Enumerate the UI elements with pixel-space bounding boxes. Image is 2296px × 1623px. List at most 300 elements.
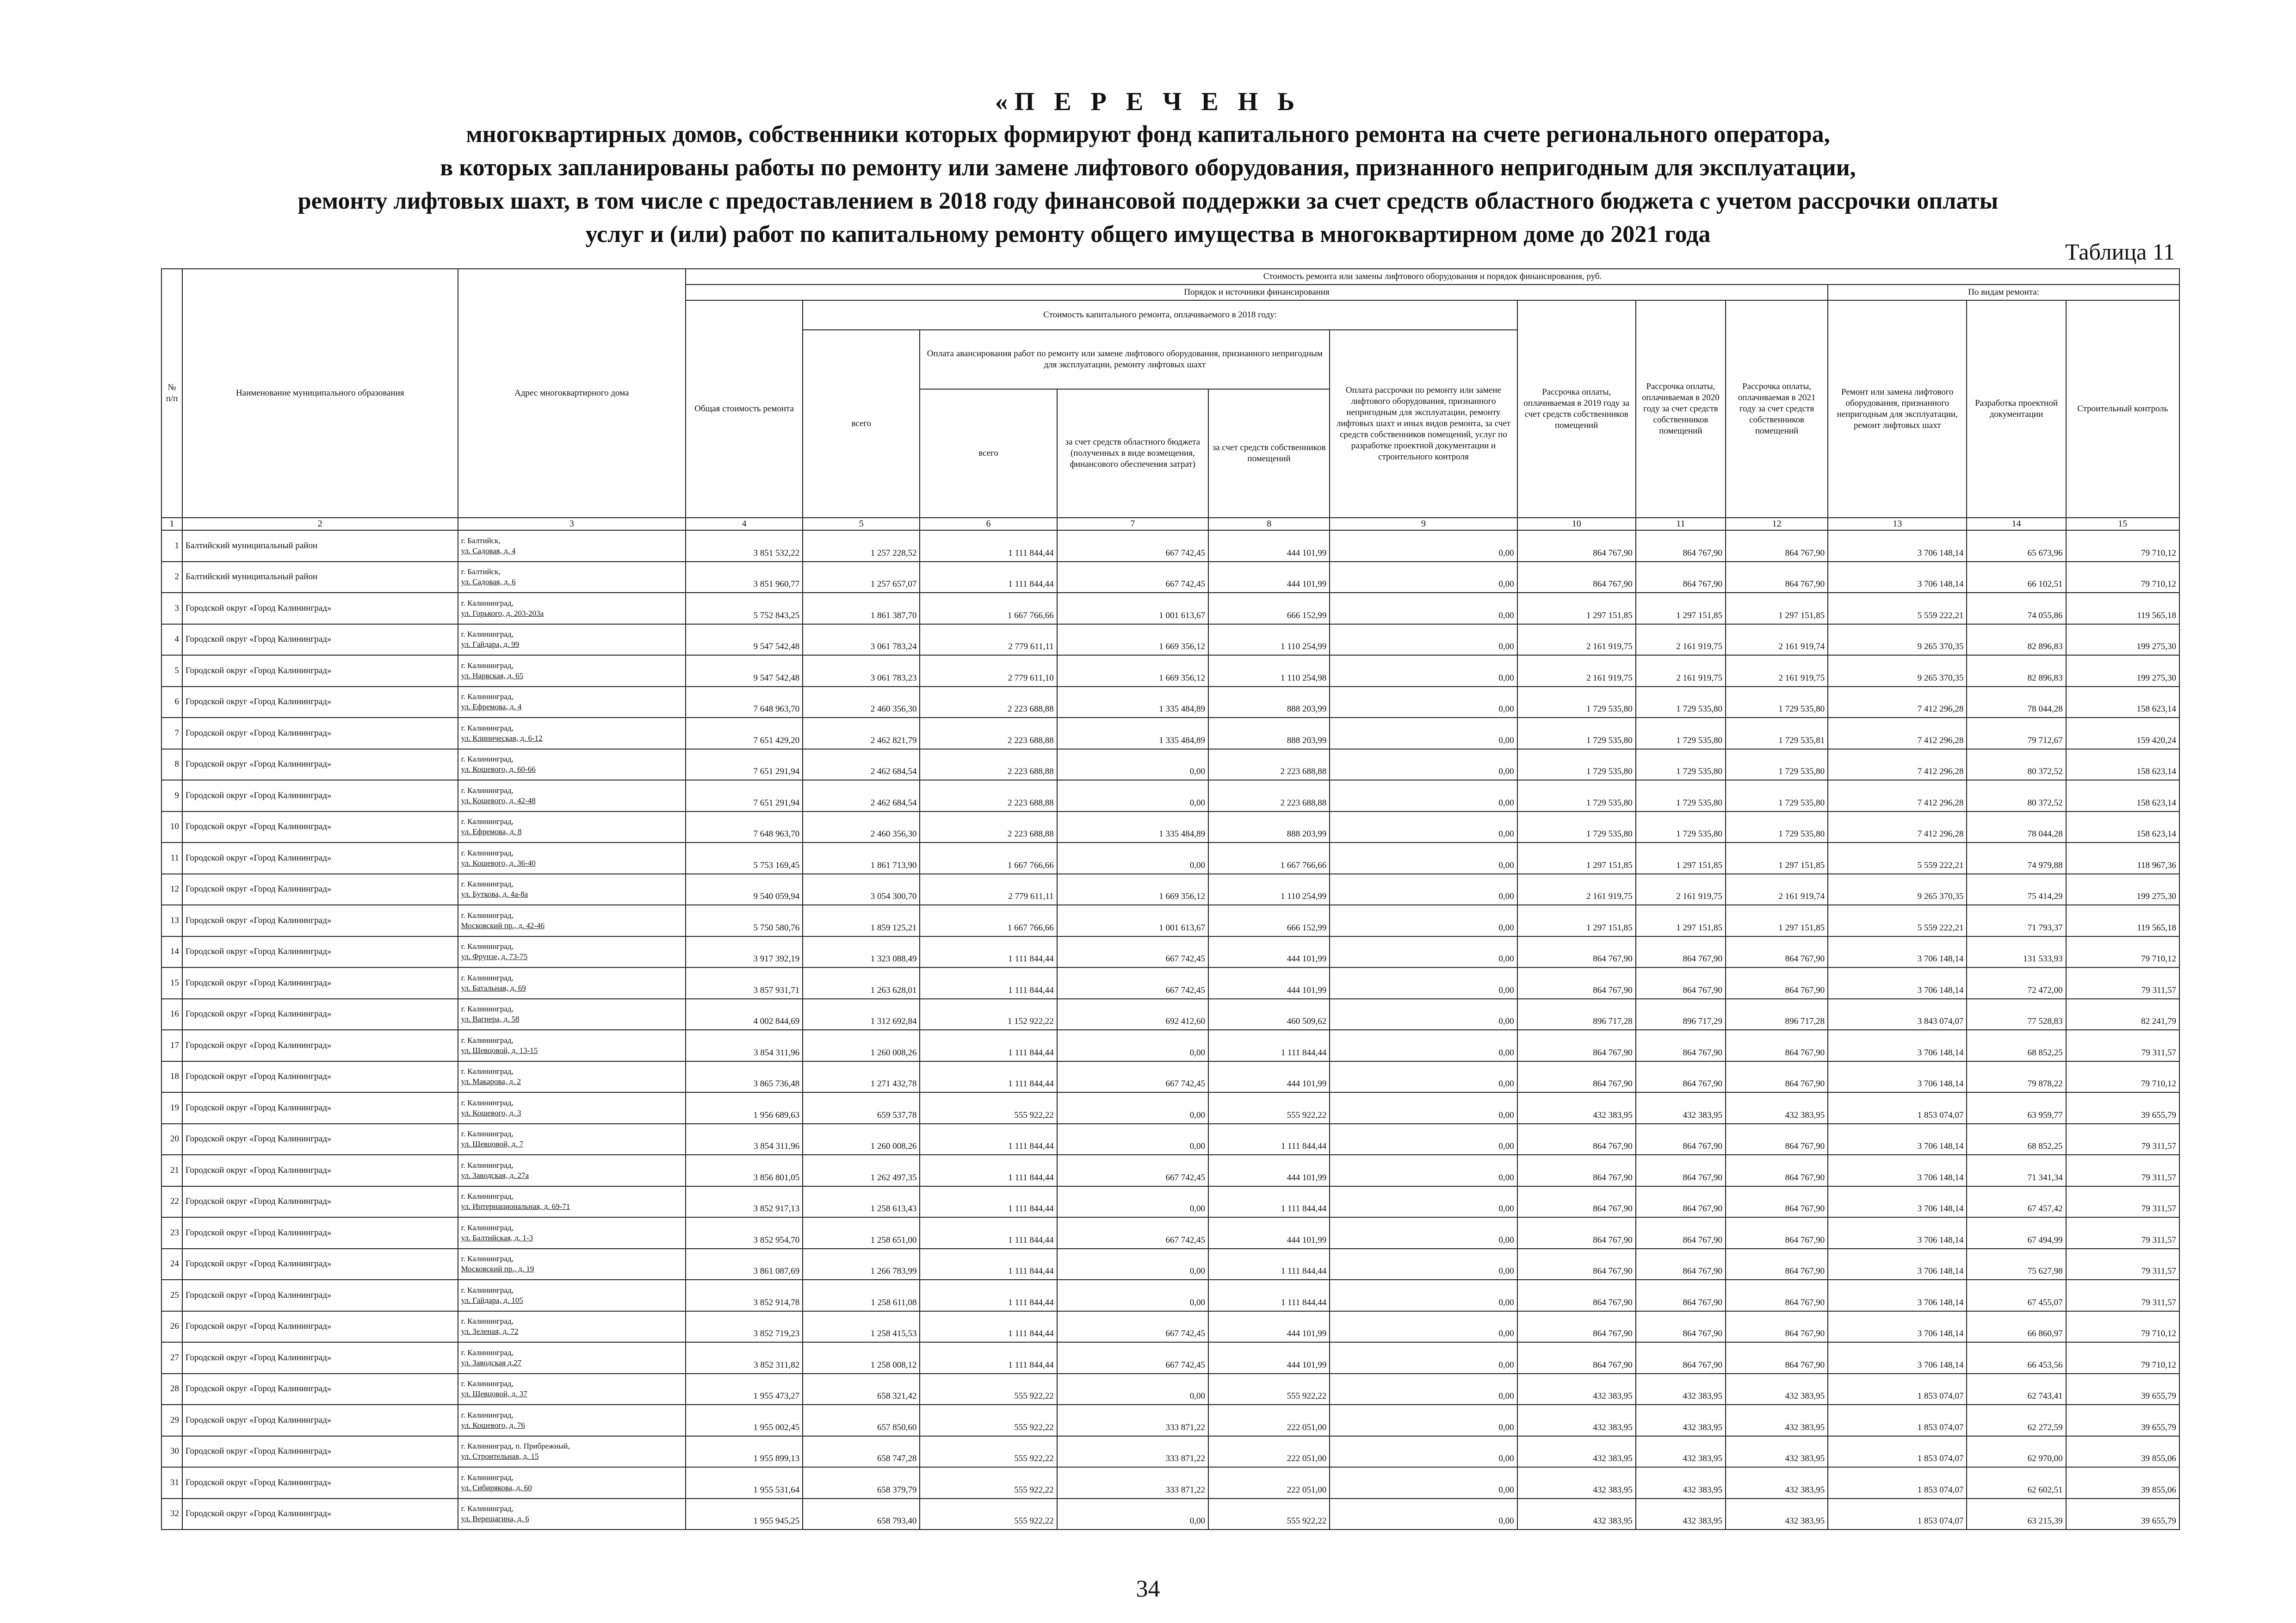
amount-cell: 62 743,41 xyxy=(1967,1374,2066,1405)
amount-cell: 9 547 542,48 xyxy=(686,624,803,656)
table-row xyxy=(161,1186,2179,1218)
header-construction-control: Строительный контроль xyxy=(2066,300,2179,518)
amount-cell: 864 767,90 xyxy=(1517,1217,1636,1249)
address-city: г. Калининград, xyxy=(461,598,514,607)
amount-cell: 199 275,30 xyxy=(2066,624,2179,656)
amount-cell: 3 865 736,48 xyxy=(686,1061,803,1093)
amount-cell: 0,00 xyxy=(1330,655,1517,687)
table-row xyxy=(161,687,2179,718)
amount-cell: 460 509,62 xyxy=(1208,999,1330,1030)
row-number: 14 xyxy=(161,936,182,968)
amount-cell: 3 706 148,14 xyxy=(1828,967,1967,999)
amount-cell: 67 457,42 xyxy=(1967,1186,2066,1218)
amount-cell: 444 101,99 xyxy=(1208,1155,1330,1186)
address-street: ул. Гайдара, д. 105 xyxy=(461,1295,523,1305)
header-municipality: Наименование муниципального образования xyxy=(182,269,458,518)
amount-cell: 79 311,57 xyxy=(2066,1249,2179,1280)
amount-cell: 0,00 xyxy=(1330,999,1517,1030)
address-cell xyxy=(458,655,686,687)
amount-cell: 1 111 844,44 xyxy=(920,1155,1057,1186)
address-cell xyxy=(458,718,686,749)
amount-cell: 1 669 356,12 xyxy=(1057,874,1208,905)
table-row xyxy=(161,780,2179,812)
table-row xyxy=(161,1342,2179,1374)
amount-cell: 1 297 151,85 xyxy=(1517,905,1636,936)
title-block xyxy=(0,86,2296,251)
amount-cell: 864 767,90 xyxy=(1726,1217,1828,1249)
amount-cell: 864 767,90 xyxy=(1636,1342,1726,1374)
address-street: ул. Гайдара, д. 99 xyxy=(461,640,520,649)
amount-cell: 2 161 919,75 xyxy=(1636,874,1726,905)
amount-cell: 1 262 497,35 xyxy=(803,1155,920,1186)
amount-cell: 896 717,28 xyxy=(1517,999,1636,1030)
amount-cell: 1 111 844,44 xyxy=(920,1249,1057,1280)
amount-cell: 658 379,79 xyxy=(803,1467,920,1499)
amount-cell: 62 272,59 xyxy=(1967,1405,2066,1436)
table-row xyxy=(161,842,2179,874)
row-number: 4 xyxy=(161,624,182,656)
address-cell xyxy=(458,874,686,905)
municipality-cell: Городской округ «Город Калининград» xyxy=(182,1342,458,1374)
amount-cell: 158 623,14 xyxy=(2066,780,2179,812)
amount-cell: 80 372,52 xyxy=(1967,780,2066,812)
amount-cell: 0,00 xyxy=(1057,1186,1208,1218)
amount-cell: 666 152,99 xyxy=(1208,593,1330,624)
amount-cell: 80 372,52 xyxy=(1967,749,2066,781)
amount-cell: 1 667 766,66 xyxy=(920,842,1057,874)
municipality-cell: Городской округ «Город Калининград» xyxy=(182,967,458,999)
column-number: 9 xyxy=(1330,518,1517,530)
address-street: ул. Заводская д.27 xyxy=(461,1358,521,1367)
row-number: 28 xyxy=(161,1374,182,1405)
column-number: 3 xyxy=(458,518,686,530)
amount-cell: 864 767,90 xyxy=(1636,530,1726,562)
amount-cell: 199 275,30 xyxy=(2066,874,2179,905)
amount-cell: 1 111 844,44 xyxy=(920,967,1057,999)
amount-cell: 66 102,51 xyxy=(1967,562,2066,593)
column-number: 12 xyxy=(1726,518,1828,530)
amount-cell: 1 257 228,52 xyxy=(803,530,920,562)
amount-cell: 2 161 919,74 xyxy=(1726,624,1828,656)
row-number: 25 xyxy=(161,1280,182,1311)
amount-cell: 1 271 432,78 xyxy=(803,1061,920,1093)
amount-cell: 444 101,99 xyxy=(1208,562,1330,593)
column-number: 15 xyxy=(2066,518,2179,530)
amount-cell: 432 383,95 xyxy=(1726,1374,1828,1405)
amount-cell: 2 223 688,88 xyxy=(920,780,1057,812)
amount-cell: 1 263 628,01 xyxy=(803,967,920,999)
amount-cell: 79 710,12 xyxy=(2066,1342,2179,1374)
amount-cell: 1 111 844,44 xyxy=(920,1030,1057,1061)
municipality-cell: Городской округ «Город Калининград» xyxy=(182,936,458,968)
amount-cell: 1 861 713,90 xyxy=(803,842,920,874)
amount-cell: 864 767,90 xyxy=(1517,1124,1636,1155)
amount-cell: 1 001 613,67 xyxy=(1057,593,1208,624)
amount-cell: 1 669 356,12 xyxy=(1057,655,1208,687)
address-city: г. Балтийск, xyxy=(461,567,501,576)
amount-cell: 2 161 919,75 xyxy=(1726,655,1828,687)
amount-cell: 7 651 291,94 xyxy=(686,749,803,781)
address-cell xyxy=(458,1405,686,1436)
row-number: 10 xyxy=(161,812,182,843)
address-cell xyxy=(458,1311,686,1343)
table-row xyxy=(161,718,2179,749)
amount-cell: 667 742,45 xyxy=(1057,1217,1208,1249)
amount-cell: 1 729 535,80 xyxy=(1726,687,1828,718)
amount-cell: 333 871,22 xyxy=(1057,1467,1208,1499)
amount-cell: 1 297 151,85 xyxy=(1636,593,1726,624)
address-city: г. Калининград, xyxy=(461,786,514,795)
amount-cell: 1 111 844,44 xyxy=(920,1342,1057,1374)
amount-cell: 864 767,90 xyxy=(1517,1155,1636,1186)
amount-cell: 0,00 xyxy=(1057,1030,1208,1061)
amount-cell: 77 528,83 xyxy=(1967,999,2066,1030)
amount-cell: 9 265 370,35 xyxy=(1828,874,1967,905)
address-city: г. Калининград, xyxy=(461,848,514,857)
address-cell xyxy=(458,1217,686,1249)
table-row xyxy=(161,1280,2179,1311)
amount-cell: 864 767,90 xyxy=(1726,1155,1828,1186)
amount-cell: 0,00 xyxy=(1330,718,1517,749)
amount-cell: 67 494,99 xyxy=(1967,1217,2066,1249)
amount-cell: 864 767,90 xyxy=(1726,1280,1828,1311)
amount-cell: 1 001 613,67 xyxy=(1057,905,1208,936)
amount-cell: 0,00 xyxy=(1057,1280,1208,1311)
amount-cell: 1 258 651,00 xyxy=(803,1217,920,1249)
amount-cell: 1 667 766,66 xyxy=(1208,842,1330,874)
address-city: г. Калининград, п. Прибрежный, xyxy=(461,1442,570,1451)
amount-cell: 158 623,14 xyxy=(2066,812,2179,843)
document-title: «П Е Р Е Ч Е Н Ь xyxy=(995,87,1301,116)
amount-cell: 0,00 xyxy=(1330,842,1517,874)
amount-cell: 82 896,83 xyxy=(1967,655,2066,687)
subtitle-line: в которых запланированы работы по ремонту или замене лифтового оборудования, признанного непригодным для эксплуатации, xyxy=(440,155,1856,181)
address-cell xyxy=(458,1280,686,1311)
amount-cell: 63 215,39 xyxy=(1967,1499,2066,1530)
amount-cell: 3 706 148,14 xyxy=(1828,1217,1967,1249)
amount-cell: 1 111 844,44 xyxy=(1208,1280,1330,1311)
amount-cell: 1 667 766,66 xyxy=(920,593,1057,624)
amount-cell: 2 779 611,11 xyxy=(920,874,1057,905)
address-cell xyxy=(458,999,686,1030)
address-city: г. Калининград, xyxy=(461,1317,514,1326)
municipality-cell: Городской округ «Город Калининград» xyxy=(182,718,458,749)
amount-cell: 3 852 719,23 xyxy=(686,1311,803,1343)
header-cost-group: Стоимость ремонта или замены лифтового оборудования и порядок финансирования, руб. xyxy=(686,269,2179,285)
row-number: 17 xyxy=(161,1030,182,1061)
amount-cell: 1 111 844,44 xyxy=(920,1061,1057,1093)
amount-cell: 0,00 xyxy=(1330,1311,1517,1343)
amount-cell: 444 101,99 xyxy=(1208,967,1330,999)
municipality-cell: Городской округ «Город Калининград» xyxy=(182,1374,458,1405)
amount-cell: 555 922,22 xyxy=(920,1467,1057,1499)
municipality-cell: Городской округ «Город Калининград» xyxy=(182,1217,458,1249)
amount-cell: 864 767,90 xyxy=(1517,1311,1636,1343)
amount-cell: 1 111 844,44 xyxy=(920,562,1057,593)
header-total: всего xyxy=(803,330,920,518)
amount-cell: 3 856 801,05 xyxy=(686,1155,803,1186)
amount-cell: 1 729 535,80 xyxy=(1636,780,1726,812)
amount-cell: 9 265 370,35 xyxy=(1828,624,1967,656)
amount-cell: 1 297 151,85 xyxy=(1636,842,1726,874)
amount-cell: 1 111 844,44 xyxy=(920,936,1057,968)
amount-cell: 1 729 535,80 xyxy=(1636,812,1726,843)
amount-cell: 1 297 151,85 xyxy=(1636,905,1726,936)
amount-cell: 7 648 963,70 xyxy=(686,812,803,843)
table-row xyxy=(161,1374,2179,1405)
amount-cell: 1 729 535,80 xyxy=(1726,812,1828,843)
amount-cell: 1 111 844,44 xyxy=(1208,1124,1330,1155)
amount-cell: 1 729 535,80 xyxy=(1517,718,1636,749)
address-street: ул. Кошевого, д. 42-48 xyxy=(461,796,536,805)
header-elevator-repair: Ремонт или замена лифтового оборудования, признанного непригодным для эксплуатации, ремонт лифтовых шахт xyxy=(1828,300,1967,518)
amount-cell: 1 152 922,22 xyxy=(920,999,1057,1030)
address-city: г. Калининград, xyxy=(461,1285,514,1295)
amount-cell: 432 383,95 xyxy=(1636,1467,1726,1499)
municipality-cell: Городской округ «Город Калининград» xyxy=(182,905,458,936)
amount-cell: 432 383,95 xyxy=(1636,1436,1726,1468)
amount-cell: 79 710,12 xyxy=(2066,530,2179,562)
amount-cell: 79 710,12 xyxy=(2066,936,2179,968)
row-number: 16 xyxy=(161,999,182,1030)
table-row xyxy=(161,1124,2179,1155)
amount-cell: 74 055,86 xyxy=(1967,593,2066,624)
address-city: г. Калининград, xyxy=(461,973,514,982)
amount-cell: 555 922,22 xyxy=(1208,1499,1330,1530)
municipality-cell: Городской округ «Город Калининград» xyxy=(182,999,458,1030)
municipality-cell: Городской округ «Город Калининград» xyxy=(182,655,458,687)
amount-cell: 66 453,56 xyxy=(1967,1342,2066,1374)
amount-cell: 82 241,79 xyxy=(2066,999,2179,1030)
address-cell xyxy=(458,1342,686,1374)
amount-cell: 2 161 919,75 xyxy=(1517,624,1636,656)
row-number: 12 xyxy=(161,874,182,905)
amount-cell: 864 767,90 xyxy=(1726,562,1828,593)
amount-cell: 864 767,90 xyxy=(1517,1249,1636,1280)
amount-cell: 658 321,42 xyxy=(803,1374,920,1405)
amount-cell: 0,00 xyxy=(1330,593,1517,624)
amount-cell: 896 717,28 xyxy=(1726,999,1828,1030)
row-number: 21 xyxy=(161,1155,182,1186)
amount-cell: 2 223 688,88 xyxy=(920,687,1057,718)
address-city: г. Калининград, xyxy=(461,1129,514,1139)
amount-cell: 5 752 843,25 xyxy=(686,593,803,624)
amount-cell: 1 859 125,21 xyxy=(803,905,920,936)
amount-cell: 864 767,90 xyxy=(1726,530,1828,562)
amount-cell: 3 854 311,96 xyxy=(686,1030,803,1061)
amount-cell: 3 857 931,71 xyxy=(686,967,803,999)
municipality-cell: Городской округ «Город Калининград» xyxy=(182,842,458,874)
row-number: 3 xyxy=(161,593,182,624)
address-street: Московский пр., д. 42-46 xyxy=(461,921,545,930)
amount-cell: 65 673,96 xyxy=(1967,530,2066,562)
amount-cell: 222 051,00 xyxy=(1208,1436,1330,1468)
amount-cell: 1 312 692,84 xyxy=(803,999,920,1030)
amount-cell: 1 110 254,98 xyxy=(1208,655,1330,687)
amount-cell: 1 955 002,45 xyxy=(686,1405,803,1436)
amount-cell: 7 412 296,28 xyxy=(1828,749,1967,781)
address-cell xyxy=(458,749,686,781)
amount-cell: 555 922,22 xyxy=(1208,1092,1330,1124)
address-city: г. Калининград, xyxy=(461,1160,514,1170)
municipality-cell: Городской округ «Город Калининград» xyxy=(182,1061,458,1093)
amount-cell: 3 852 914,78 xyxy=(686,1280,803,1311)
column-number: 6 xyxy=(920,518,1057,530)
amount-cell: 432 383,95 xyxy=(1726,1405,1828,1436)
amount-cell: 1 257 657,07 xyxy=(803,562,920,593)
amount-cell: 1 111 844,44 xyxy=(920,1217,1057,1249)
municipality-cell: Городской округ «Город Калининград» xyxy=(182,1311,458,1343)
amount-cell: 2 462 684,54 xyxy=(803,780,920,812)
row-number: 20 xyxy=(161,1124,182,1155)
amount-cell: 864 767,90 xyxy=(1636,1249,1726,1280)
address-street: ул. Клиническая, д. 6-12 xyxy=(461,733,543,743)
amount-cell: 555 922,22 xyxy=(920,1405,1057,1436)
amount-cell: 3 706 148,14 xyxy=(1828,1342,1967,1374)
amount-cell: 1 297 151,85 xyxy=(1726,593,1828,624)
amount-cell: 1 297 151,85 xyxy=(1517,842,1636,874)
address-city: г. Калининград, xyxy=(461,911,514,920)
row-number: 24 xyxy=(161,1249,182,1280)
address-cell xyxy=(458,1155,686,1186)
amount-cell: 5 753 169,45 xyxy=(686,842,803,874)
amount-cell: 68 852,25 xyxy=(1967,1030,2066,1061)
table-row xyxy=(161,1436,2179,1468)
municipality-cell: Городской округ «Город Калининград» xyxy=(182,1467,458,1499)
address-city: г. Калининград, xyxy=(461,630,514,639)
row-number: 32 xyxy=(161,1499,182,1530)
amount-cell: 2 223 688,88 xyxy=(920,718,1057,749)
address-street: ул. Строительная, д. 15 xyxy=(461,1452,539,1461)
amount-cell: 2 223 688,88 xyxy=(1208,780,1330,812)
amount-cell: 3 706 148,14 xyxy=(1828,1249,1967,1280)
amount-cell: 1 335 484,89 xyxy=(1057,812,1208,843)
address-city: г. Калининград, xyxy=(461,1379,514,1388)
amount-cell: 667 742,45 xyxy=(1057,1311,1208,1343)
amount-cell: 1 258 611,08 xyxy=(803,1280,920,1311)
amount-cell: 71 341,34 xyxy=(1967,1155,2066,1186)
amount-cell: 555 922,22 xyxy=(920,1499,1057,1530)
address-street: ул. Горького, д. 203-203а xyxy=(461,608,544,618)
header-owners-funds: за счет средств собственников помещений xyxy=(1208,389,1330,518)
address-street: ул. Шевцовой, д. 7 xyxy=(461,1140,524,1149)
municipality-cell: Городской округ «Город Калининград» xyxy=(182,1436,458,1468)
address-cell xyxy=(458,687,686,718)
amount-cell: 667 742,45 xyxy=(1057,1342,1208,1374)
amount-cell: 432 383,95 xyxy=(1636,1499,1726,1530)
address-city: г. Калининград, xyxy=(461,1254,514,1264)
amount-cell: 1 110 254,99 xyxy=(1208,874,1330,905)
amount-cell: 1 260 008,26 xyxy=(803,1030,920,1061)
amount-cell: 3 061 783,23 xyxy=(803,655,920,687)
amount-cell: 39 655,79 xyxy=(2066,1499,2179,1530)
amount-cell: 0,00 xyxy=(1330,1436,1517,1468)
amount-cell: 1 853 074,07 xyxy=(1828,1499,1967,1530)
amount-cell: 864 767,90 xyxy=(1517,530,1636,562)
column-number: 8 xyxy=(1208,518,1330,530)
amount-cell: 39 855,06 xyxy=(2066,1467,2179,1499)
header-advance-payment: Оплата авансирования работ по ремонту или замене лифтового оборудования, признанного непригодным для эксплуатации, ремонту лифтовых шахт xyxy=(920,330,1330,389)
municipality-cell: Городской округ «Город Калининград» xyxy=(182,1405,458,1436)
address-city: г. Балтийск, xyxy=(461,536,501,545)
amount-cell: 1 853 074,07 xyxy=(1828,1374,1967,1405)
amount-cell: 1 260 008,26 xyxy=(803,1124,920,1155)
table-row xyxy=(161,1499,2179,1530)
amount-cell: 0,00 xyxy=(1057,780,1208,812)
amount-cell: 3 706 148,14 xyxy=(1828,1124,1967,1155)
table-row xyxy=(161,593,2179,624)
amount-cell: 864 767,90 xyxy=(1636,1061,1726,1093)
amount-cell: 2 223 688,88 xyxy=(1208,749,1330,781)
amount-cell: 0,00 xyxy=(1330,1342,1517,1374)
amount-cell: 0,00 xyxy=(1330,1124,1517,1155)
municipality-cell: Городской округ «Город Калининград» xyxy=(182,1249,458,1280)
municipality-cell: Городской округ «Город Калининград» xyxy=(182,1186,458,1218)
amount-cell: 78 044,28 xyxy=(1967,687,2066,718)
amount-cell: 864 767,90 xyxy=(1726,1030,1828,1061)
header-by-repair-types: По видам ремонта: xyxy=(1828,285,2179,300)
row-number: 6 xyxy=(161,687,182,718)
amount-cell: 864 767,90 xyxy=(1636,562,1726,593)
amount-cell: 333 871,22 xyxy=(1057,1436,1208,1468)
amount-cell: 0,00 xyxy=(1330,812,1517,843)
row-number: 11 xyxy=(161,842,182,874)
amount-cell: 222 051,00 xyxy=(1208,1467,1330,1499)
amount-cell: 5 559 222,21 xyxy=(1828,842,1967,874)
amount-cell: 0,00 xyxy=(1330,780,1517,812)
amount-cell: 444 101,99 xyxy=(1208,936,1330,968)
amount-cell: 432 383,95 xyxy=(1517,1374,1636,1405)
amount-cell: 62 602,51 xyxy=(1967,1467,2066,1499)
amount-cell: 555 922,22 xyxy=(920,1436,1057,1468)
subtitle-line: ремонту лифтовых шахт, в том числе с предоставлением в 2018 году финансовой поддержки за счет средств областного бюджета с учетом рассрочки оплаты xyxy=(297,188,1999,214)
amount-cell: 432 383,95 xyxy=(1517,1499,1636,1530)
row-number: 8 xyxy=(161,749,182,781)
amount-cell: 1 111 844,44 xyxy=(920,1311,1057,1343)
table-row xyxy=(161,655,2179,687)
amount-cell: 888 203,99 xyxy=(1208,687,1330,718)
amount-cell: 1 955 899,13 xyxy=(686,1436,803,1468)
amount-cell: 864 767,90 xyxy=(1636,1186,1726,1218)
amount-cell: 82 896,83 xyxy=(1967,624,2066,656)
amount-cell: 7 412 296,28 xyxy=(1828,687,1967,718)
amount-cell: 0,00 xyxy=(1330,1467,1517,1499)
amount-cell: 432 383,95 xyxy=(1726,1092,1828,1124)
amount-cell: 67 455,07 xyxy=(1967,1280,2066,1311)
amount-cell: 1 111 844,44 xyxy=(920,1124,1057,1155)
row-number: 2 xyxy=(161,562,182,593)
amount-cell: 1 258 613,43 xyxy=(803,1186,920,1218)
amount-cell: 864 767,90 xyxy=(1517,967,1636,999)
amount-cell: 1 853 074,07 xyxy=(1828,1092,1967,1124)
amount-cell: 864 767,90 xyxy=(1517,1061,1636,1093)
amount-cell: 3 843 074,07 xyxy=(1828,999,1967,1030)
amount-cell: 896 717,29 xyxy=(1636,999,1726,1030)
amount-cell: 1 729 535,80 xyxy=(1636,687,1726,718)
amount-cell: 159 420,24 xyxy=(2066,718,2179,749)
amount-cell: 864 767,90 xyxy=(1517,1280,1636,1311)
amount-cell: 5 559 222,21 xyxy=(1828,593,1967,624)
amount-cell: 3 852 954,70 xyxy=(686,1217,803,1249)
amount-cell: 71 793,37 xyxy=(1967,905,2066,936)
address-city: г. Калининград, xyxy=(461,1098,514,1107)
header-num: № п/п xyxy=(161,269,182,518)
address-cell xyxy=(458,562,686,593)
address-cell xyxy=(458,1374,686,1405)
column-number: 11 xyxy=(1636,518,1726,530)
amount-cell: 432 383,95 xyxy=(1726,1436,1828,1468)
amount-cell: 555 922,22 xyxy=(1208,1374,1330,1405)
